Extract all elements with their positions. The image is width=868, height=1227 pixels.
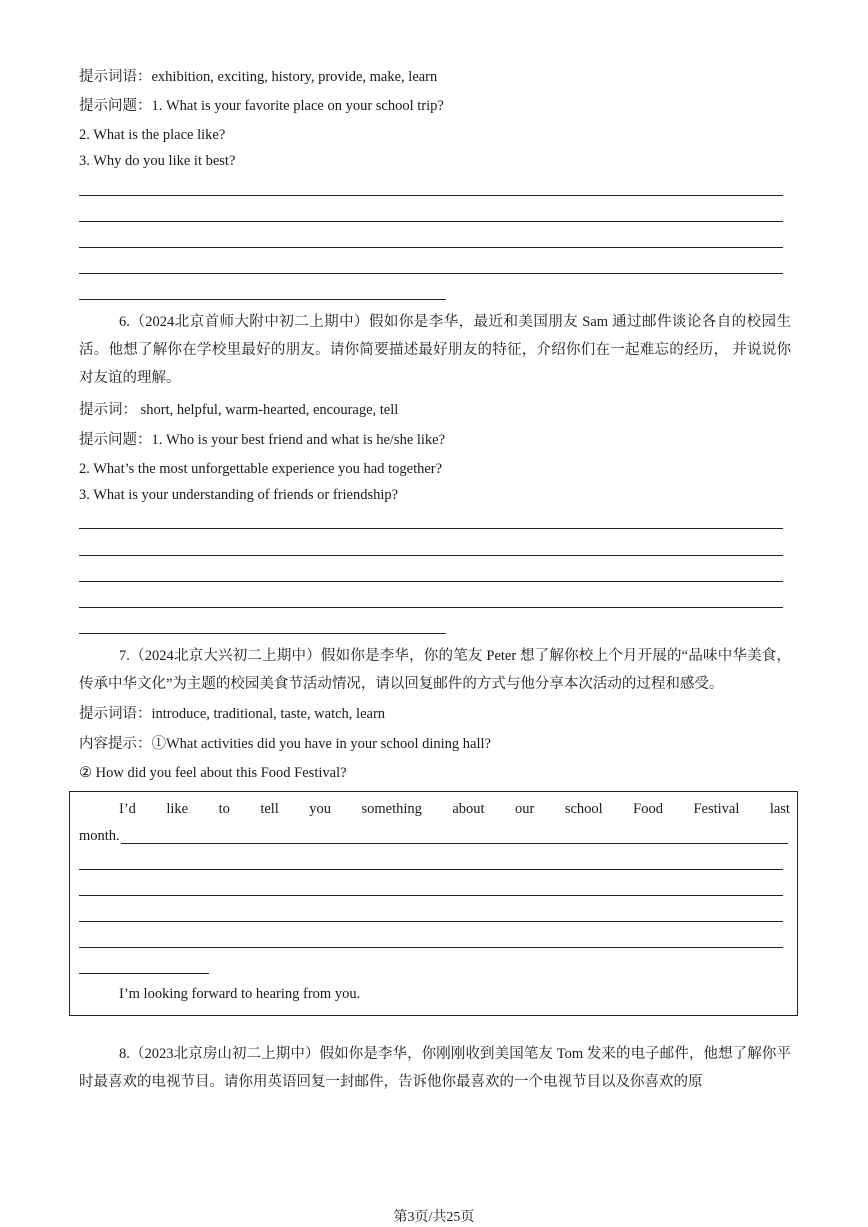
q7-letter-word: tell xyxy=(260,801,279,817)
q6-answer-line xyxy=(79,581,783,582)
q7-letter-word: like xyxy=(166,801,189,817)
q7-letter-word: school xyxy=(564,801,603,817)
q7-letter-closing: I’m looking forward to hearing from you. xyxy=(119,986,361,1002)
q7-prompt: 7.（2024北京大兴初二上期中）假如你是李华，你的笔友 Peter 想了解你校上个月开展的“品味中华美食，传承中华文化”为主题的校园美食节活动情况，请以回复邮件的方式与他分享本次活动的过程和感受。 xyxy=(79,648,791,692)
q6-hint-question-2: 2. What’s the most unforgettable experience you had together? xyxy=(79,461,443,477)
q7-letter-word: something xyxy=(361,801,422,817)
q5-answer-line xyxy=(79,273,783,274)
q7-letter-word: you xyxy=(309,801,332,817)
q7-letter-box xyxy=(69,791,798,1016)
q5-answer-line xyxy=(79,299,446,300)
q6-hint-question-3: 3. What is your understanding of friends or friendship? xyxy=(79,487,399,503)
q7-letter-word: last xyxy=(769,801,790,817)
q7-content-hint-1: 内容提示：①What activities did you have in your school dining hall? xyxy=(79,736,491,752)
q6-answer-line xyxy=(79,633,446,634)
q5-hint-words: 提示词语：exhibition, exciting, history, provide, make, learn xyxy=(79,69,438,85)
q7-letter-word: I’d xyxy=(119,801,136,817)
q7-hint-words: 提示词语：introduce, traditional, taste, watch, learn xyxy=(79,706,386,722)
q5-hint-question-2: 2. What is the place like? xyxy=(79,127,226,143)
q7-letter-word: Food xyxy=(633,801,663,817)
q5-answer-line xyxy=(79,247,783,248)
q7-letter-month: month. xyxy=(79,828,120,844)
q6-answer-line xyxy=(79,555,783,556)
q7-content-hint-2: ② How did you feel about this Food Festival? xyxy=(79,765,347,781)
q6-answer-line xyxy=(79,607,783,608)
page-footer: 第3页/共25页 xyxy=(393,1210,475,1225)
q6-hint-question-1: 提示问题：1. Who is your best friend and what is he/she like? xyxy=(79,432,446,448)
q7-answer-line xyxy=(79,895,783,896)
q7-answer-line xyxy=(79,973,209,974)
q7-answer-line xyxy=(121,843,788,844)
q5-hint-question-3: 3. Why do you like it best? xyxy=(79,153,236,169)
q6-prompt: 6.（2024北京首师大附中初二上期中）假如你是李华，最近和美国朋友 Sam 通过邮件谈论各自的校园生活。他想了解你在学校里最好的朋友。请你简要描述最好朋友的特征，介绍你们在一起难忘的经历， 并说说你对友谊的理解。 xyxy=(79,314,791,386)
q7-letter-word: our xyxy=(515,801,535,817)
q7-letter-opening xyxy=(119,800,790,818)
q7-letter-word: Festival xyxy=(693,801,740,817)
q6-answer-line xyxy=(79,528,783,529)
q6-hint-words: 提示词： short, helpful, warm-hearted, encourage, tell xyxy=(79,402,399,418)
q5-answer-line xyxy=(79,195,783,196)
q7-letter-word: about xyxy=(452,801,485,817)
q7-answer-line xyxy=(79,947,783,948)
q5-hint-question-1: 提示问题：1. What is your favorite place on your school trip? xyxy=(79,98,444,114)
q7-answer-line xyxy=(79,921,783,922)
q7-letter-word: to xyxy=(218,801,230,817)
q8-prompt: 8.（2023北京房山初二上期中）假如你是李华，你刚刚收到美国笔友 Tom 发来的电子邮件，他想了解你平时最喜欢的电视节目。请你用英语回复一封邮件，告诉他你最喜欢的一个电视节目以及你喜欢的原 xyxy=(79,1046,791,1090)
q5-answer-line xyxy=(79,221,783,222)
q7-answer-line xyxy=(79,869,783,870)
